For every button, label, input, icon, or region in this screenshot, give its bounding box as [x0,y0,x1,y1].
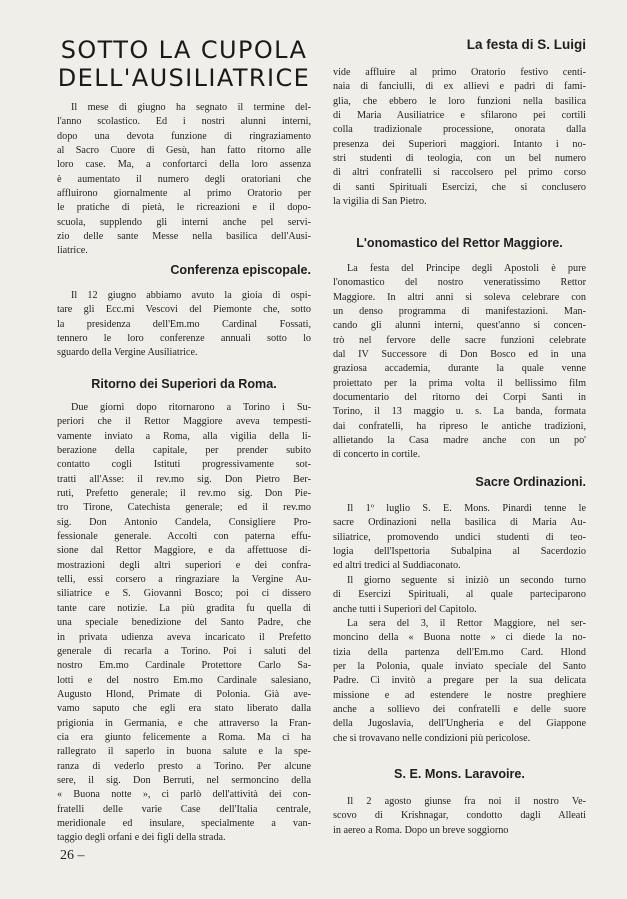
text-line: stri studenti di teologia, con un bel numero [333,153,586,165]
text-line: presenza dei Superiori maggiori. Intanto i no- [333,138,586,150]
text-line: che si trovavano nelle condizioni più pericolose. [333,732,531,744]
text-line: Il 12 giugno abbiamo avuto la gioia di ospi- [71,290,311,301]
text-line: prigionia in Germania, e che attraverso la Fran- [57,717,311,729]
text-line: liatrice. [57,245,88,257]
text-line: glia, che ebbero le loro funzioni nella basilica [333,95,586,107]
text-line: di concerto in cortile. [333,449,421,461]
text-line: tro Tirone, Catechista generale; ed il rev.mo [57,502,311,514]
heading-onomastico: L'onomastico del Rettor Maggiore. [356,236,563,250]
text-line: lotti e del nostro Em.mo Cardinale salesiano, [57,674,311,686]
text-line: vamente inviato a Roma, alla vigilia della li- [57,430,311,442]
right-paragraph-onomastico [333,262,586,463]
text-line: di santi Spirituali Esercizi, che si conclusero [333,181,586,193]
text-line: della Jugoslavia, dell'Ungheria e del Giappone [333,718,586,730]
text-line: anche a sollievo dei confratelli e delle suore [333,704,586,716]
text-line: fratelli delle varie Case dell'Italia centrale, [57,803,311,815]
text-line: Il mese di giugno ha segnato il termine del- [71,102,311,113]
text-line: Il giorno seguente si iniziò un secondo turno [347,575,586,586]
text-line: allietando la Casa madre anche con un po' [333,435,586,447]
text-line: Il 2 agosto giunse fra noi il nostro Ve- [347,796,586,807]
text-line: al Sacro Cuore di Gesù, han fatto ritorno alle [57,145,311,157]
text-line: tratti all'Asse: il rev.mo sig. Don Pietro Ber- [57,473,311,485]
text-line: cia era giunto felicemente a Roma. Ma ci ha [57,731,311,743]
text-line: fessionale generale. Accolti con paterna effu- [57,531,311,543]
text-line: tizia della partenza dell'Em.mo Card. Hlond [333,646,586,658]
text-line: Augusto Hlond, Primate di Polonia. Già ave- [57,688,311,700]
text-line: ruti, Prefetto generale; il rev.mo sig. Don Pie- [57,488,311,500]
text-line: siliatrice e S. Giovanni Bosco; poi ci dissero [57,588,311,600]
text-line: colla tradizionale processione, onorata dalla [333,124,586,136]
heading-ritorno-superiori: Ritorno dei Superiori da Roma. [91,377,277,391]
text-line: telli, essi corsero a ringraziare la Vergine Au- [57,574,311,586]
text-line: un denso programma di manifestazioni. Man- [333,306,586,318]
text-line: di Esercizi Spirituali, al quale parteciparono [333,589,586,601]
text-line: nostro Em.mo Cardinale Protettore Carlo Sa- [57,660,311,672]
text-line: ed altri tredici al Suddiaconato. [333,560,461,572]
article-title-line-2: DELL'AUSILIATRICE [57,64,311,92]
text-line: scuola, supplendo gli interni anche pel servi- [57,216,311,228]
right-paragraph-festa-luigi [333,66,586,209]
article-title-line-1: SOTTO LA CUPOLA [60,36,308,64]
heading-sacre-ordinazioni: Sacre Ordinazioni. [475,475,586,489]
text-line: vamo saputo che egli era stato liberato dalla [57,703,311,715]
text-line: La sera del 3, il Rettor Maggiore, nel ser- [347,618,586,629]
text-line: tare gli Ecc.mi Vescovi del Piemonte che, sotto [57,304,311,316]
text-line: generale di recarla a Torino. Poi i saluti del [57,645,311,657]
text-line: sguardo della Vergine Ausiliatrice. [57,347,198,359]
text-line: « Buona notte », ci parlò dell'attività dei con- [57,789,311,801]
text-line: graziosa accademia, durante la quale venne [333,363,586,375]
text-line: moncino della « Buona notte » ci diede la no- [333,632,586,644]
text-line: la presidenza dell'Em.mo Cardinal Fossati, [57,318,311,330]
page-number: 26 – [60,848,85,863]
text-line: tante care notizie. La più gradita fu quella di [57,602,311,614]
text-line: documentario del ritorno dei Corpi Santi in [333,392,586,404]
left-paragraph-intro [57,101,311,259]
text-line: contatto cogli Istituti progressivamente sot- [57,459,311,471]
right-paragraph-laravoire [333,795,586,838]
text-line: sione dal Rettor Maggiore, e da affettuose di- [57,545,311,557]
text-line: è aumentato il numero degli oratoriani che [57,173,311,185]
text-line: loro case. Ma, a confortarci della loro assenza [57,159,311,171]
text-line: rallegrato il saperlo in buona salute e la spe- [57,746,311,758]
text-line: berazione della capitale, per prender subito [57,445,311,457]
text-line: ranza di vederlo presto a Torino. Per alcune [57,760,311,772]
text-line: Due giorni dopo ritornarono a Torino i Su- [71,402,311,413]
text-line: sere, il sig. Don Berruti, nel sermoncino della [57,774,311,786]
text-line: tennero le loro conferenze annuali sotto lo [57,333,311,345]
heading-laravoire: S. E. Mons. Laravoire. [394,767,525,781]
text-line: in aereo a Roma. Dopo un breve soggiorno [333,824,509,836]
text-line: dai confratelli, ha ripreso le antiche tradizioni, [333,420,586,432]
text-line: La festa del Principe degli Apostoli è pure [347,263,586,274]
text-line: Padre. Ci invitò a pregare per la sua delicata [333,675,586,687]
text-line: vide affluire al primo Oratorio festivo centi- [333,67,586,78]
heading-conferenza-episcopale: Conferenza episcopale. [170,263,311,277]
text-line: affluirono giornalmente al primo Oratorio per [57,188,311,200]
text-line: missione e ad estendere le nostre preghiere [333,689,586,701]
text-line: le pratiche di pietà, le ricreazioni e il dopo- [57,202,311,214]
text-line: l'onomastico del nostro veneratissimo Rettor [333,277,586,289]
text-line: l'anno scolastico. Ed i nostri alunni interni, [57,116,311,128]
text-line: taggio degli orfani e dei figli della strada. [57,832,226,844]
text-line: cando gli alunni interni, quest'anno si concen- [333,320,586,332]
text-line: dopo una devota funzione di ringraziamento [57,130,311,142]
text-line: una speciale benedizione del Santo Padre, che [57,617,311,629]
text-line: Torino, il 13 maggio u. s. La banda, formata [333,406,586,418]
text-line: di Maria Ausiliatrice e sfilarono pei cortili [333,110,586,122]
text-line: la vigilia di San Pietro. [333,196,427,208]
text-line: meridionale ed insulare, specialmente a van- [57,817,311,829]
text-line: logia dell'Ispettoria Subalpina al Sacerdozio [333,546,586,558]
left-paragraph-ritorno [57,401,311,846]
text-line: proiettato per la prima volta il bellissimo film [333,377,586,389]
right-paragraph-esercizi [333,574,586,617]
text-line: per la Polonia, quale inviato speciale del Santo [333,661,586,673]
text-line: di altri confratelli si raccolsero pel primo corso [333,167,586,179]
text-line: sig. Don Antonio Candela, Consigliere Pro- [57,516,311,528]
text-line: dal IV Successore di Don Bosco ed in una [333,349,586,361]
running-head: La festa di S. Luigi [466,37,586,52]
article-title [57,36,311,92]
text-line: scovo di Krishnagar, condotto dagli Alleati [333,810,586,822]
text-line: siliatrice, promovendo undici studenti di teo- [333,531,586,543]
text-line: sacre Ordinazioni nella basilica di Maria Au- [333,517,586,529]
text-line: Maggiore. In altri anni si soleva celebrare con [333,291,586,303]
right-paragraph-ordinazioni [333,502,586,574]
left-paragraph-conferenza [57,289,311,361]
text-line: in privata udienza aveva incaricato il Prefetto [57,631,311,643]
text-line: Il 1º luglio S. E. Mons. Pinardi tenne le [347,503,586,514]
text-line: trò nel fervore delle sacre funzioni celebrate [333,334,586,346]
text-line: mostrazioni degli altri superiori e dei confra- [57,559,311,571]
text-line: zio delle sante Messe nella basilica dell'Ausi- [57,231,311,243]
text-line: periori che il Rettor Maggiore aveva tempesti- [57,416,311,428]
text-line: anche tutti i Superiori del Capitolo. [333,603,477,615]
text-line: naia di fanciulli, di ex allievi e padri di fami- [333,81,586,93]
right-paragraph-buona-notte [333,617,586,746]
